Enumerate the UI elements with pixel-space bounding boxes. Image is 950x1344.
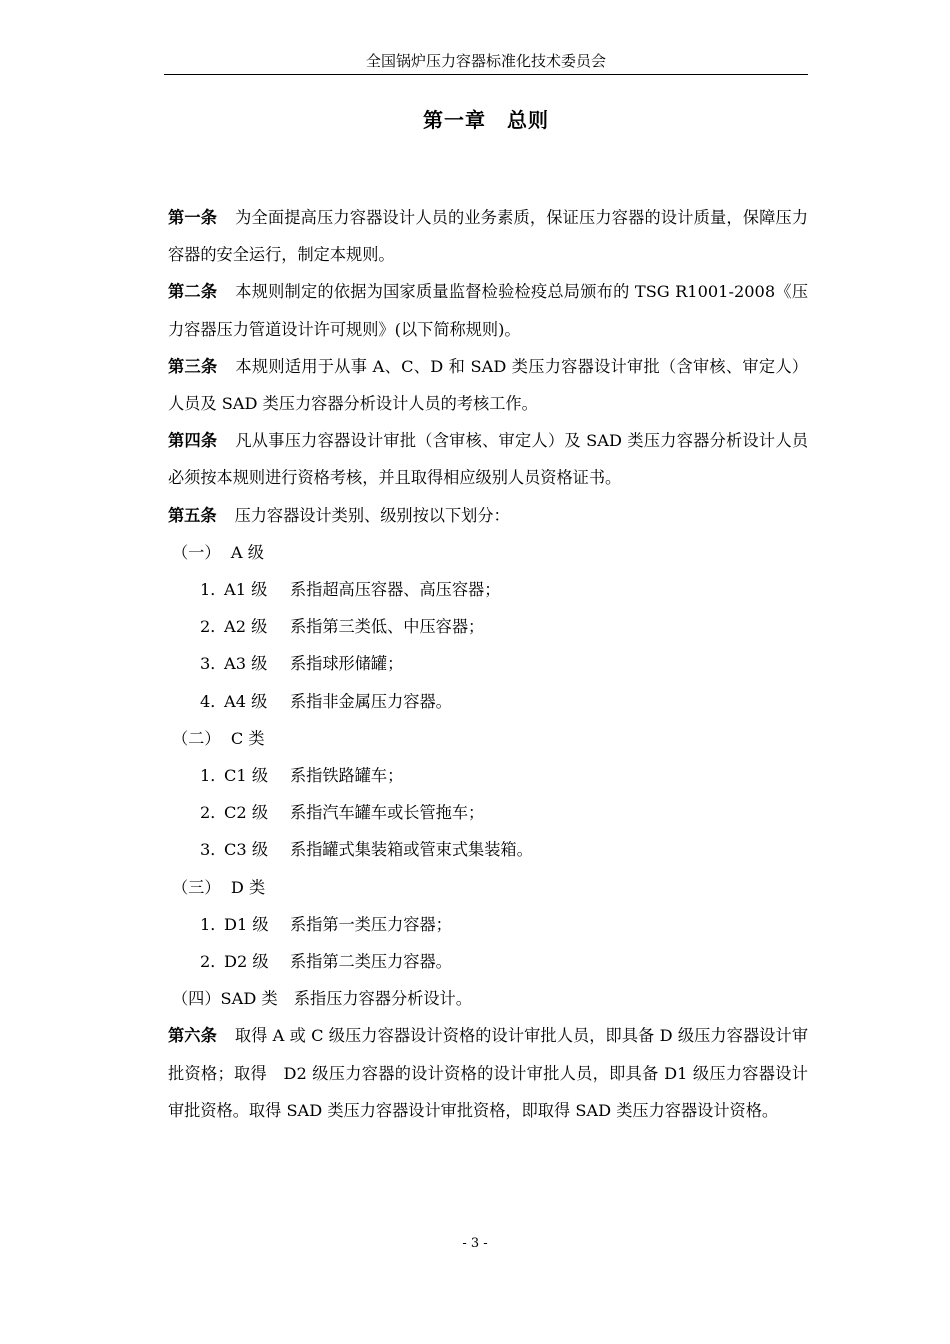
article-label: 第二条: [168, 282, 218, 302]
group-sad-heading: （四）SAD 类 系指压力容器分析设计。: [172, 989, 472, 1009]
list-item: 2．D2 级 系指第二类压力容器。: [200, 952, 452, 972]
list-item: 2．A2 级 系指第三类低、中压容器；: [200, 617, 485, 637]
page-header: 全国锅炉压力容器标准化技术委员会: [164, 50, 808, 75]
list-item: 1．C1 级 系指铁路罐车；: [200, 766, 404, 786]
article-label: 第一条: [168, 208, 218, 227]
article-label: 第五条: [168, 505, 217, 525]
article-2: [168, 273, 808, 347]
article-text: 压力容器设计类别、级别按以下划分：: [234, 505, 510, 525]
group-c-heading: （二） C 类: [172, 728, 265, 748]
list-item: 1．D1 级 系指第一类压力容器；: [200, 914, 452, 934]
group-a-heading: （一） A 级: [172, 542, 264, 562]
article-text: 凡从事压力容器设计审批（含审核、审定人）及 SAD 类压力容器分析设计人员必须按本规则进行资格考核，并且取得相应级别人员资格证书。: [168, 431, 809, 488]
chapter-title: 第一章 总则: [423, 108, 549, 132]
article-text: 本规则适用于从事 A、C、D 和 SAD 类压力容器设计审批（含审核、审定人）人员及 SAD 类压力容器分析设计人员的考核工作。: [168, 356, 808, 414]
list-item: 4．A4 级 系指非金属压力容器。: [200, 691, 452, 711]
article-4: [168, 422, 808, 496]
list-item: 1．A1 级 系指超高压容器、高压容器；: [200, 580, 501, 600]
article-text: 本规则制定的依据为国家质量监督检验检疫总局颁布的 TSG R1001-2008《压力容器压力管道设计许可规则》(以下简称规则)。: [168, 282, 809, 339]
article-6: [168, 1017, 808, 1129]
article-text: 取得 A 或 C 级压力容器设计资格的设计审批人员，即具备 D 级压力容器设计审批资格；取得 D2 级压力容器的设计资格的设计审批人员，即具备 D1 级压力容器设计审批资格。取得 SAD 类压力容器设计审批资格，即取得 SAD 类压力容器设计资格。: [168, 1026, 809, 1120]
document-body: [168, 199, 808, 1129]
list-item: 3．C3 级 系指罐式集装箱或管束式集装箱。: [200, 840, 533, 860]
article-5: [168, 497, 808, 534]
article-label: 第四条: [168, 431, 218, 451]
group-d-heading: （三） D 类: [172, 877, 266, 897]
article-label: 第六条: [168, 1026, 217, 1046]
article-3: [168, 348, 808, 422]
page-number: - 3 -: [462, 1236, 488, 1251]
article-text: 为全面提高压力容器设计人员的业务素质，保证压力容器的设计质量，保障压力容器的安全运行，制定本规则。: [168, 208, 809, 265]
article-label: 第三条: [168, 356, 218, 376]
article-1: [168, 199, 808, 273]
list-item: 3．A3 级 系指球形储罐；: [200, 654, 404, 674]
list-item: 2．C2 级 系指汽车罐车或长管拖车；: [200, 803, 485, 823]
